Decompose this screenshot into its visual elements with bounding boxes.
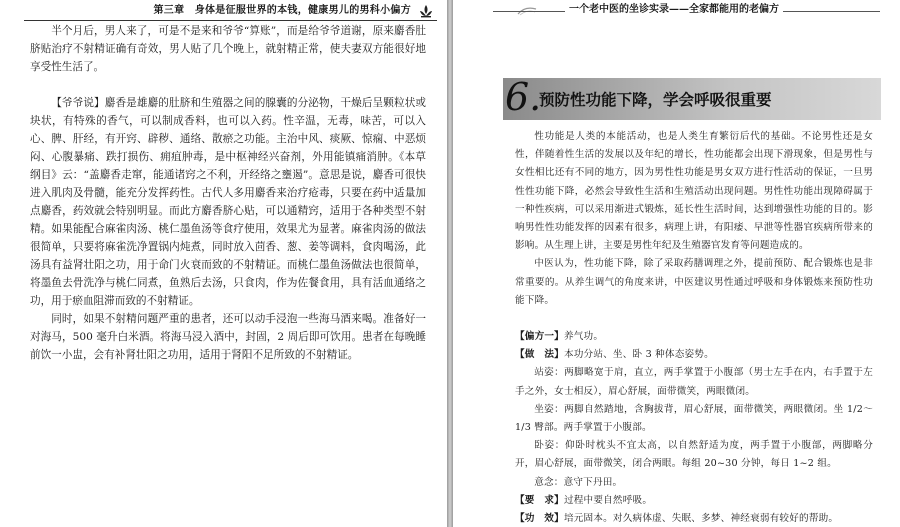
book-title: 一个老中医的坐诊实录——全家都能用的老偏方: [565, 2, 783, 18]
section-title: 预防性功能下降，学会呼吸很重要: [539, 91, 772, 109]
recipe-line-1: 【偏方一】养气功。: [515, 331, 604, 342]
left-para-1: 半个月后，男人来了，可是不是来和爷爷“算账”，而是给爷爷道谢，原来麝香肚脐贴治疗不射精证确有奇效，男人贴了几个晚上，就射精正常，使夫妻双方能很好地享受性生活了。: [30, 25, 426, 73]
stand-posture: 站姿：两脚略宽于肩，直立，两手掌置于小腹部（男士左手在内，右手置于左手之外，女士相反），眉心舒展，面带微笑，两眼微闭。: [515, 367, 873, 397]
right-page-header: [493, 2, 880, 18]
sit-posture: 坐姿：两脚自然踏地，含胸拔背，眉心舒展，面带微笑，两眼微闭。坐 1/2～1/3 臀部。两手掌置于小腹部。: [515, 403, 873, 434]
lie-posture: 卧姿：仰卧时枕头不宜太高，以自然舒适为度，两手置于小腹部，两脚略分开，眉心舒展，面带微笑，闭合两眼。每组 20~30 分钟，每日 1~2 组。: [515, 440, 873, 470]
section-number: 6.: [505, 75, 542, 119]
chapter-title: 第三章 身体是征服世界的本钱，健康男儿的男科小偏方: [153, 5, 411, 16]
mind-focus: 意念：意守下丹田。: [534, 476, 623, 488]
recipe-block: [515, 328, 873, 527]
intro-text: 性功能是人类的本能活动，也是人类生育繁衍后代的基础。不论男性还是女性，伴随着性生活的发展以及年纪的增长，性功能都会出现下滑现象，但是男性与女性相比还有不同的地方，因为男性性功能是男女双方进行性活动的保证，一旦男性性功能下降，必然会导致性生活和生殖活动出现问题。男性性功能出现障碍属于一种性疾病，可以采用渐进式锻炼，延长性生活时间，达到增强性功能的目的。影响男性性功能发挥的因素有很多，病理上讲，有阳痿、早泄等性器官疾病所带来的影响。从生理上讲，主要是男性年纪及生殖器官发育等问题造成的。 中医认为，性功能下降，除了采取药膳调理之外，提前预防、配合锻炼也是非常重要的。从养生调气的角度来讲，中医建议男性通过呼吸和身体锻炼来预防性功能下降。: [515, 131, 873, 306]
left-commentary: [30, 94, 426, 364]
left-para-hippocampus: 同时，如果不射精问题严重的患者，还可以动手浸泡一些海马酒来喝。准备好一对海马，500 毫升白米酒。将海马浸入酒中，封固，2 周后即可饮用。患者在每晚睡前饮一小盅，会有补肾壮阳之功用，适用于肾阳不足所致的不射精证。: [30, 313, 426, 361]
lotus-logo-icon: [419, 4, 433, 18]
recipe-line-2: 【做 法】本功分站、坐、卧 3 种体态姿势。: [515, 349, 714, 361]
recipe-effect: 【功 效】培元固本。对久病体虚、失眠、多梦、神经衰弱有较好的帮助。: [515, 513, 839, 525]
right-page: [453, 0, 900, 527]
recipe-requirement: 【要 求】过程中要自然呼吸。: [515, 494, 653, 506]
left-page: [0, 0, 447, 527]
grandpa-says-paragraph: 【爷爷说】麝香是雄麝的肚脐和生殖器之间的腺囊的分泌物，干燥后呈颗粒状或块状，有特殊的香气，可以制成香料，也可以入药。性辛温，无毒，味苦，可以入心、脾、肝经，有开窍、辟秽、通络、散瘀之功能。主治中风、痰厥、惊痫、中恶烦闷、心腹暴痛、跌打损伤、痈疽肿毒，是中枢神经兴奋剂，外用能镇痛消肿。《本草纲目》云：“盖麝香走窜，能通诸窍之不利，开经络之壅遏”。意思是说，麝香可很快进入肌肉及骨髓，能充分发挥药性。古代人多用麝香来治疗疮毒，只要在药中适量加点麝香，药效就会特别明显。而此方麝香脐心贴，可以通精窍，适用于各种类型不射精。如果能配合麻雀肉汤、桃仁墨鱼汤等食疗使用，效果尤为显著。麻雀肉汤的做法很简单，只要将麻雀洗净置锅内炖煮，同时放入茴香、葱、姜等调料，食肉喝汤，此汤具有益肾壮阳之功，用于命门火衰而致的不射精证。而桃仁墨鱼汤做法也很简单，将墨鱼去骨洗净与桃仁同煮，鱼熟后去汤，只食肉，作为佐餐食用，具有活血通络之功，用于瘀血阻滞而致的不射精证。: [30, 97, 426, 307]
left-page-header: [24, 2, 437, 21]
